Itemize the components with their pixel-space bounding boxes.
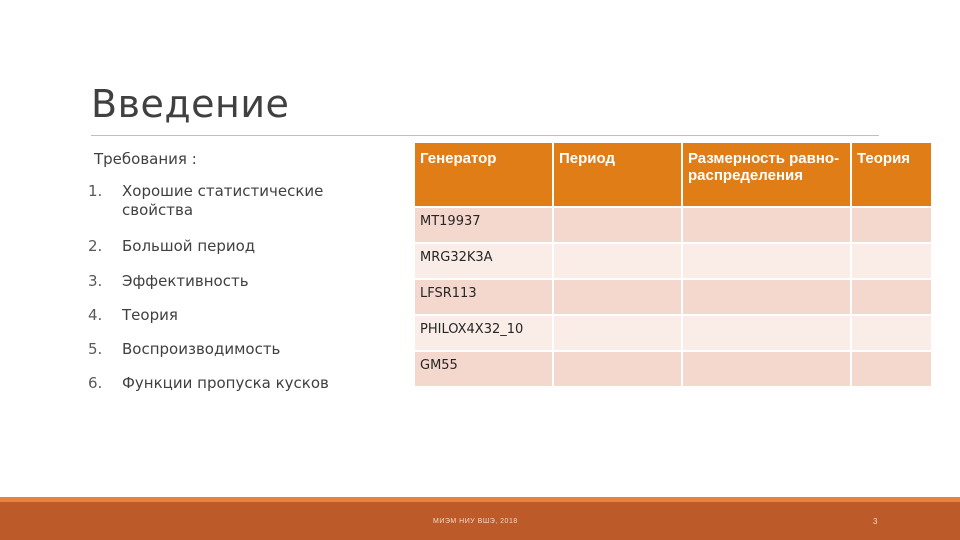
list-item-text: Функции пропуска кусков	[122, 374, 329, 392]
table-cell-generator: PHILOX4X32_10	[415, 315, 553, 351]
table-row	[415, 315, 932, 351]
table-row	[415, 351, 932, 387]
table-cell	[851, 315, 932, 351]
title-divider	[91, 135, 879, 136]
list-item	[88, 374, 388, 393]
column-header-generator: Генератор	[415, 143, 553, 207]
list-item-text: Эффективность	[122, 272, 249, 290]
slide-title: Введение	[91, 82, 290, 126]
table-cell-generator: GM55	[415, 351, 553, 387]
list-item-text: Большой период	[122, 237, 256, 255]
generators-table	[415, 143, 933, 388]
list-item	[88, 340, 388, 359]
requirements-heading: Требования :	[94, 150, 197, 168]
table-cell-generator: MRG32K3A	[415, 243, 553, 279]
table-cell	[553, 279, 682, 315]
list-item-text: Хорошие статистические свойства	[122, 182, 324, 219]
list-item-number: 4.	[88, 306, 103, 324]
list-item	[88, 182, 388, 220]
table-cell	[851, 243, 932, 279]
table-row	[415, 243, 932, 279]
table-cell	[682, 279, 851, 315]
table-cell	[851, 351, 932, 387]
table-cell	[682, 243, 851, 279]
list-item-number: 5.	[88, 340, 103, 358]
column-header-period: Период	[553, 143, 682, 207]
list-item-number: 1.	[88, 182, 103, 200]
list-item-number: 2.	[88, 237, 103, 255]
table-cell	[682, 351, 851, 387]
list-item-text: Воспроизводимость	[122, 340, 281, 358]
list-item	[88, 272, 388, 291]
table-cell	[553, 315, 682, 351]
column-header-equidistribution: Размерность равно-распределения	[682, 143, 851, 207]
table-cell-generator: LFSR113	[415, 279, 553, 315]
table-row	[415, 207, 932, 243]
footer-accent-strip	[0, 497, 960, 502]
table-row	[415, 279, 932, 315]
column-header-theory: Теория	[851, 143, 932, 207]
table-header-row	[415, 143, 932, 207]
list-item	[88, 237, 388, 256]
list-item	[88, 306, 388, 325]
page-number: 3	[873, 517, 878, 526]
table-cell-generator: MT19937	[415, 207, 553, 243]
table-cell	[553, 207, 682, 243]
table-cell	[851, 207, 932, 243]
table-cell	[553, 243, 682, 279]
table-cell	[682, 315, 851, 351]
list-item-number: 3.	[88, 272, 103, 290]
list-item-text: Теория	[122, 306, 178, 324]
table-cell	[851, 279, 932, 315]
footer-text: МИЭМ НИУ ВШЭ, 2018	[433, 518, 518, 525]
table-cell	[553, 351, 682, 387]
table-cell	[682, 207, 851, 243]
list-item-number: 6.	[88, 374, 103, 392]
